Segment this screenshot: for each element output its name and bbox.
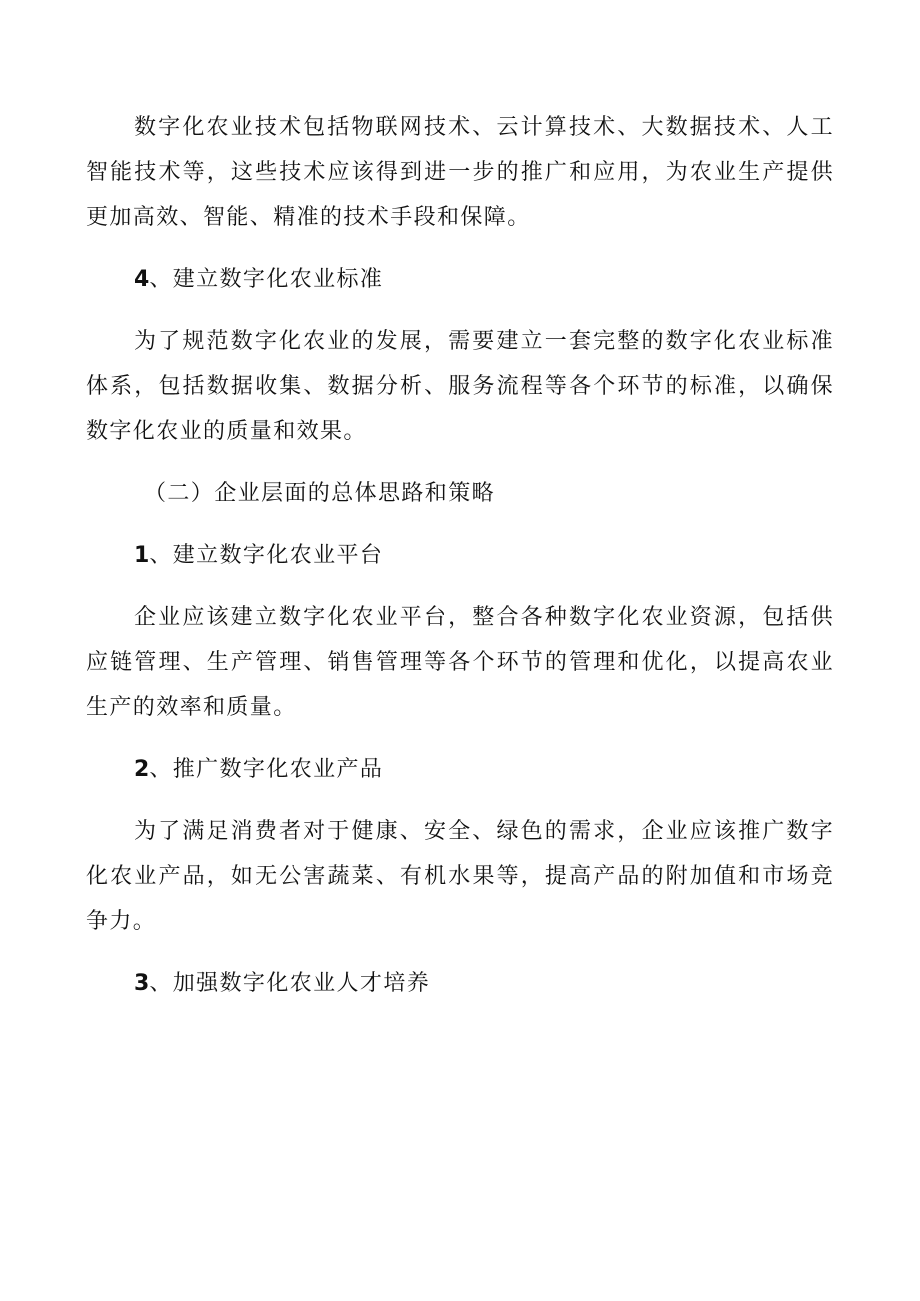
heading-number: 4 xyxy=(134,267,150,292)
paragraph-standards: 为了规范数字化农业的发展，需要建立一套完整的数字化农业标准体系，包括数据收集、数据分析、服务流程等各个环节的标准，以确保数字化农业的质量和效果。 xyxy=(86,329,834,444)
heading-establish-standards xyxy=(86,257,834,302)
heading-text: 、推广数字化农业产品 xyxy=(149,757,384,782)
paragraph-digital-tech: 数字化农业技术包括物联网技术、云计算技术、大数据技术、人工智能技术等，这些技术应该得到进一步的推广和应用，为农业生产提供更加高效、智能、精准的技术手段和保障。 xyxy=(86,115,834,230)
heading-talent-training xyxy=(86,961,834,1006)
heading-text: 、建立数字化农业标准 xyxy=(149,267,384,292)
heading-number: 1 xyxy=(134,543,150,568)
section-heading-enterprise: （二）企业层面的总体思路和策略 xyxy=(144,481,496,506)
paragraph-products: 为了满足消费者对于健康、安全、绿色的需求，企业应该推广数字化农业产品，如无公害蔬菜、有机水果等，提高产品的附加值和市场竞争力。 xyxy=(86,819,834,934)
heading-number: 3 xyxy=(134,971,150,996)
paragraph-platform: 企业应该建立数字化农业平台，整合各种数字化农业资源，包括供应链管理、生产管理、销售管理等各个环节的管理和优化，以提高农业生产的效率和质量。 xyxy=(86,605,834,720)
heading-text: 、加强数字化农业人才培养 xyxy=(149,971,431,996)
heading-promote-products xyxy=(86,747,834,792)
document-body xyxy=(86,105,834,1023)
heading-number: 2 xyxy=(134,757,150,782)
heading-establish-platform xyxy=(86,533,834,578)
heading-text: 、建立数字化农业平台 xyxy=(149,543,384,568)
